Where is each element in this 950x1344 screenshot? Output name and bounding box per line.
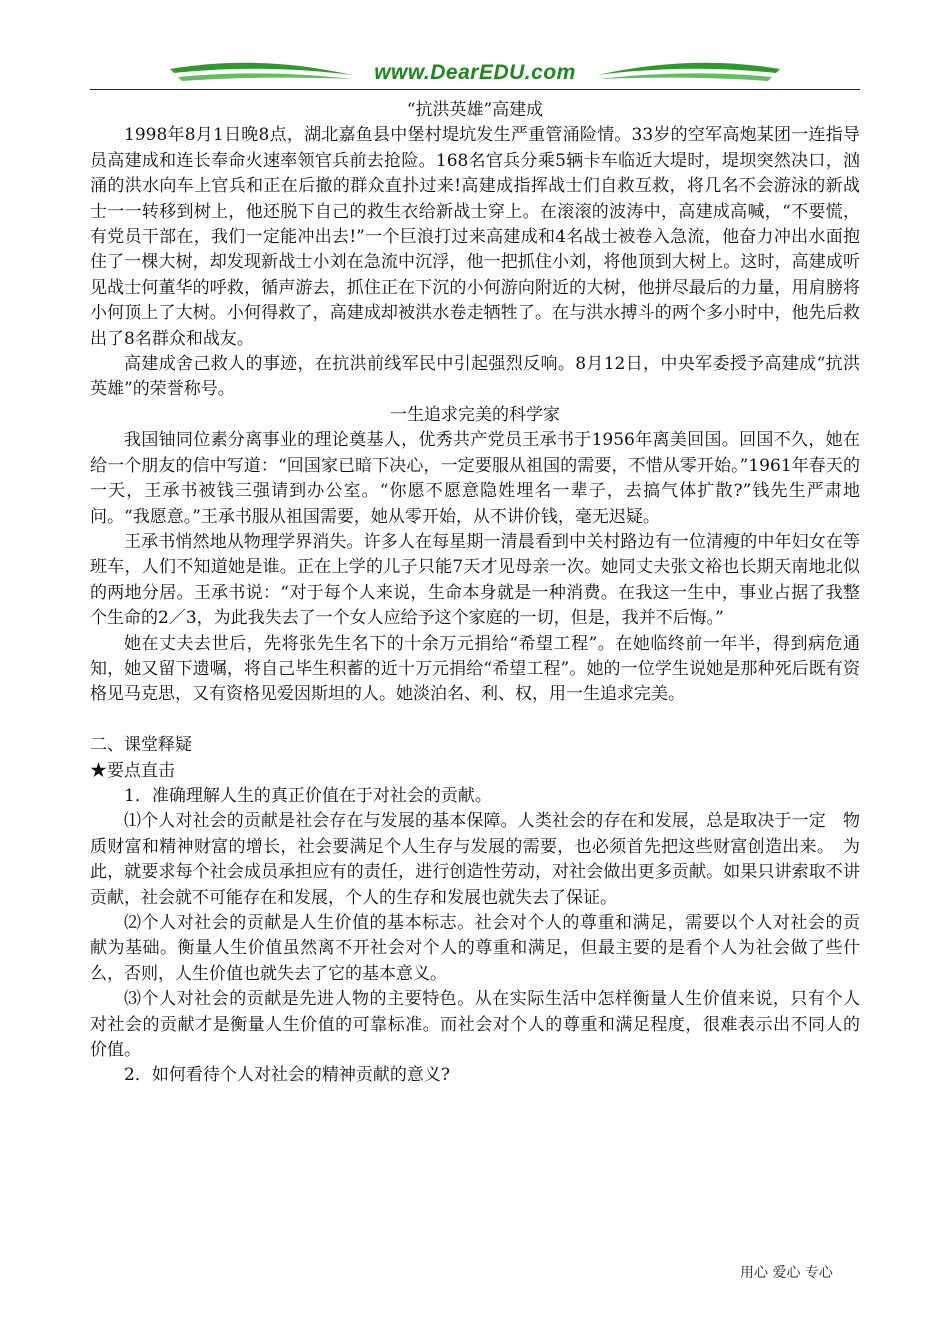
- question-1-point-3: ⑶个人对社会的贡献是先进人物的主要特色。从在实际生活中怎样衡量人生价值来说，只有个人 对社会的贡献才是衡量人生价值的可靠标准。而社会对个人的尊重和满足程度，很难表示出不同人的 价值。: [90, 989, 877, 1061]
- site-brand[interactable]: www.DearEDU.com: [374, 61, 576, 84]
- part2-heading: 二、课堂释疑: [90, 735, 192, 756]
- section2-paragraph-2: 王承书悄然地从物理学界消失。许多人在每星期一清晨看到中关村路边有一位清瘦的中年妇女在等班车，人们不知道她是谁。正在上学的儿子只能7天才见母亲一次。她同丈夫张文裕也长期天南地北似的两地分居。王承书说：“对于每个人来说，生命本身就是一种消费。在我这一生中，事业占据了我整个生命的2／3，为此我失去了一个女人应给予这个家庭的一切，但是，我并不后悔。”: [90, 531, 860, 629]
- section2-paragraph-1: 我国铀同位素分离事业的理论奠基人，优秀共产党员王承书于1956年离美回国。回国不久，她在给一个朋友的信中写道：“回国家已暗下决心，一定要服从祖国的需要，不惜从零开始。”1961年春天的一天，王承书被钱三强请到办公室。“你愿不愿意隐姓埋名一辈子，去搞气体扩散?”钱先生严肃地问。“我愿意。”王承书服从祖国需要，她从零开始，从不讲价钱，毫无迟疑。: [90, 430, 860, 527]
- document-body: [90, 98, 877, 1089]
- header-divider: [90, 89, 860, 90]
- spacer: [90, 708, 860, 733]
- section2-title: 一生追求完美的科学家: [390, 404, 560, 425]
- question-1-point-2: ⑵个人对社会的贡献是人生价值的基本标志。社会对个人的尊重和满足，需要以个人对社会的贡 献为基础。衡量人生价值虽然离不开社会对个人的尊重和满足，但最主要的是看个人为社会做了些什 么，否则，人生价值也就失去了它的基本意义。: [90, 912, 877, 984]
- question-1-point-1: ⑴个人对社会的贡献是社会存在与发展的基本保障。人类社会的存在和发展，总是取决于一定 物质财富和精神财富的增长，社会要满足个人生存与发展的需要，也必须首先把这些财富创造出来。 为此，就要求每个社会成员承担应有的责任，进行创造性劳动，对社会做出更多贡献。如果只讲索取不讲贡献，社会就不可能存在和发展，个人的生存和发展也就失去了保证。: [90, 811, 860, 908]
- part2-subheading: ★要点直击: [90, 760, 175, 781]
- question-1: 1．准确理解人生的真正价值在于对社会的贡献。: [124, 785, 492, 806]
- section1-title: “抗洪英雄”高建成: [406, 100, 544, 120]
- footer-text: 用心 爱心 专心: [740, 1265, 833, 1281]
- section1-paragraph-2: 高建成舍己救人的事迹，在抗洪前线军民中引起强烈反响。8月12日，中央军委授予高建成“抗洪英雄”的荣誉称号。: [90, 354, 860, 400]
- site-header: [90, 55, 860, 93]
- question-2: 2．如何看待个人对社会的精神贡献的意义?: [124, 1065, 450, 1086]
- section1-paragraph-1: 1998年8月1日晚8点，湖北嘉鱼县中堡村堤坑发生严重管涌险情。33岁的空军高炮某团一连指导员高建成和连长奉命火速率领官兵前去抢险。168名官兵分乘5辆卡车临近大堤时，堤坝突然决口，汹涌的洪水向车上官兵和正在后撤的群众直扑过来!高建成指挥战士们自救互救，将几名不会游泳的新战士一一转移到树上，他还脱下自己的救生衣给新战士穿上。在滚滚的波涛中，高建成高喊，“不要慌，有党员干部在，我们一定能冲出去!”一个巨浪打过来高建成和4名战士被卷入急流，他奋力冲出水面抱住了一棵大树，却发现新战士小刘在急流中沉浮，他一把抓住小刘，将他顶到大树上。这时，高建成听见战士何董华的呼救，循声游去，抓住正在下沉的小何游向附近的大树，他拼尽最后的力量，用肩膀将小何顶上了大树。小何得救了，高建成却被洪水卷走牺牲了。在与洪水搏斗的两个多小时中，他先后救出了8名群众和战友。: [90, 125, 860, 349]
- section2-paragraph-3: 她在丈夫去世后，先将张先生名下的十余万元捐给“希望工程”。在她临终前一年半，得到病危通知，她又留下遗嘱，将自己毕生积蓄的近十万元捐给“希望工程”。她的一位学生说她是那种死后既有资格见马克思，又有资格见爱因斯坦的人。她淡泊名、利、权，用一生追求完美。: [90, 633, 860, 705]
